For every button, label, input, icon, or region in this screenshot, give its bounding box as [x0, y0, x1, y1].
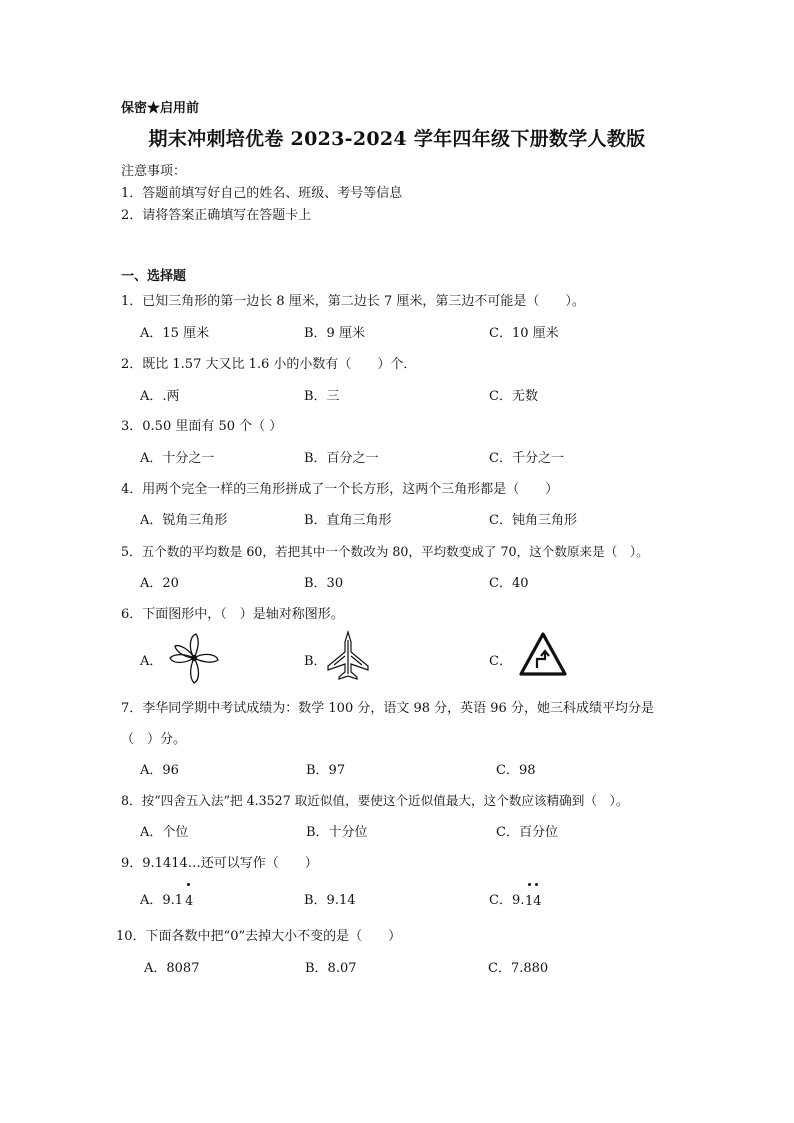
repeating-dot [535, 883, 538, 886]
warning-sign-icon [518, 631, 568, 677]
question-7-option-a: A．96 [140, 763, 179, 778]
question-1-option-b: B．9 厘米 [304, 326, 365, 341]
question-1-option-a: A．15 厘米 [140, 326, 210, 341]
question-7-stem: 7．李华同学期中考试成绩为：数学 100 分，语文 98 分，英语 96 分，她三科成绩平均分是 [121, 701, 654, 716]
question-9-option-a: A．9.1 [140, 893, 184, 908]
question-8-stem: 8．按“四舍五入法”把 4.3527 取近似值，要使这个近似值最大，这个数应该精确到（ ）。 [121, 793, 629, 808]
question-1-stem: 1．已知三角形的第一边长 8 厘米，第二边长 7 厘米，第三边不可能是（ ）。 [121, 294, 585, 309]
question-6-option-b: B． [304, 654, 327, 669]
question-3-stem: 3．0.50 里面有 50 个（ ） [121, 419, 283, 434]
question-9-option-c: C．9. [489, 893, 525, 908]
question-5-stem: 5．五个数的平均数是 60，若把其中一个数改为 80，平均数变成了 70，这个数原来是（ ）。 [121, 544, 649, 559]
question-7-stem-continued: （ ）分。 [121, 732, 187, 747]
question-3-option-b: B．百分之一 [304, 451, 379, 466]
question-4-option-c: C．钝角三角形 [489, 513, 577, 528]
question-4-option-a: A．锐角三角形 [140, 513, 228, 528]
question-9-stem: 9．9.1414…还可以写作（ ） [121, 856, 318, 871]
note-item-2: 2．请将答案正确填写在答题卡上 [121, 208, 312, 223]
question-9-option-c-repeating-digits: 14 [525, 894, 542, 909]
question-2-option-a: A．.两 [140, 389, 180, 404]
question-8-option-a: A．个位 [140, 825, 189, 840]
question-2-option-b: B．三 [304, 389, 340, 404]
confidential-label: 保密★启用前 [121, 101, 200, 116]
question-4-stem: 4．用两个完全一样的三角形拼成了一个长方形，这两个三角形都是（ ） [121, 482, 559, 497]
question-9-option-b: B．9.14 [304, 893, 356, 908]
question-3-option-c: C．千分之一 [489, 451, 564, 466]
question-5-option-b: B．30 [304, 576, 344, 591]
question-10-option-a: A．8087 [144, 961, 200, 976]
question-3-option-a: A．十分之一 [140, 451, 215, 466]
section-title: 一、选择题 [121, 269, 187, 284]
question-6-option-a: A． [140, 654, 163, 669]
question-5-option-c: C．40 [489, 576, 529, 591]
question-5-option-a: A．20 [140, 576, 179, 591]
question-2-option-c: C．无数 [489, 389, 538, 404]
question-1-option-c: C．10 厘米 [489, 326, 559, 341]
question-10-option-b: B．8.07 [305, 961, 357, 976]
flower-icon [166, 630, 222, 686]
question-4-option-b: B．直角三角形 [304, 513, 392, 528]
notes-heading: 注意事项： [121, 164, 187, 179]
question-7-option-b: B．97 [306, 763, 346, 778]
question-6-option-c: C． [489, 654, 512, 669]
airplane-icon [326, 630, 370, 680]
question-8-option-b: B．十分位 [306, 825, 368, 840]
question-10-stem: 10．下面各数中把“0”去掉大小不变的是（ ） [116, 929, 402, 944]
question-2-stem: 2．既比 1.57 大又比 1.6 小的小数有（ ）个． [121, 357, 417, 372]
note-item-1: 1．答题前填写好自己的姓名、班级、考号等信息 [121, 186, 403, 201]
question-8-option-c: C．百分位 [496, 825, 558, 840]
page-title: 期末冲刺培优卷 2023-2024 学年四年级下册数学人教版 [148, 128, 646, 150]
question-6-stem: 6．下面图形中，（ ）是轴对称图形。 [121, 607, 344, 622]
question-9-option-a-repeating-digit: 4 [185, 894, 194, 909]
repeating-dot [187, 883, 190, 886]
question-7-option-c: C．98 [496, 763, 536, 778]
question-10-option-c: C．7.880 [488, 961, 549, 976]
repeating-dot [528, 883, 531, 886]
